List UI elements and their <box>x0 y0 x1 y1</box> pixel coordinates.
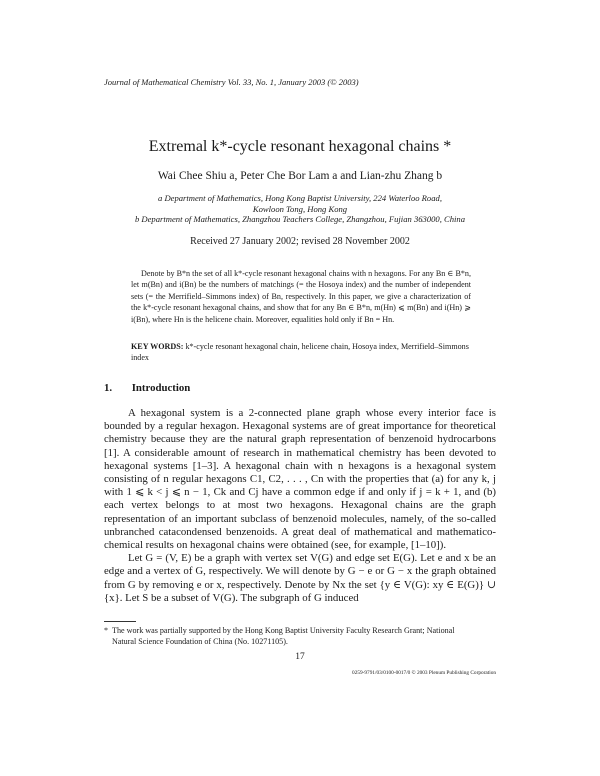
keywords-label: KEY WORDS: <box>131 342 184 351</box>
footnote-rule <box>104 621 136 622</box>
author-list: Wai Chee Shiu a, Peter Che Bor Lam a and Lian-zhu Zhang b <box>157 170 443 182</box>
abstract <box>131 268 471 325</box>
copyright-line: 0259-9791/03/0100-0017/0 © 2003 Plenum Publishing Corporation <box>352 670 496 676</box>
affiliation-a-line1: a Department of Mathematics, Hong Kong Baptist University, 224 Waterloo Road, <box>158 193 442 203</box>
paragraph-1: A hexagonal system is a 2-connected plane graph whose every interior face is bounded by a regular hexagon. Hexagonal systems are of great importance for theoretical chemistry because they are the natural graph representation of benzenoid hydrocarbons [1]. A considerable amount of research in mathematical chemistry has been devoted to hexagonal systems [1–3]. A hexagonal chain with n hexagons is a hexagonal system consisting of n regular hexagons C1, C2, . . . , Cn with the properties that (a) for any k, j with 1 ⩽ k < j ⩽ n − 1, Ck and Cj have a common edge if and only if j = k + 1, and (b) each vertex belongs to at most two hexagons. Hexagonal chains are the graph representation of an important subclass of benzenoid molecules, namely, of the so-called unbranched catacondensed benzenoids. A great deal of mathematical and mathematico-chemical results on hexagonal chains were obtained (see, for example, [1–10]). <box>104 407 496 552</box>
keywords <box>131 341 471 364</box>
keywords-text: k*-cycle resonant hexagonal chain, helicene chain, Hosoya index, Merrifield–Simmons index <box>131 342 469 363</box>
journal-header: Journal of Mathematical Chemistry Vol. 33, No. 1, January 2003 (© 2003) <box>104 77 359 87</box>
section-number: 1. <box>104 382 113 394</box>
section-title: Introduction <box>131 382 191 394</box>
page-number: 17 <box>295 652 305 662</box>
footnote-line2: Natural Science Foundation of China (No. 10271105). <box>112 636 288 646</box>
paper-title: Extremal k*-cycle resonant hexagonal chains * <box>148 138 452 155</box>
abstract-text: Denote by B*n the set of all k*-cycle resonant hexagonal chains with n hexagons. For any Bn ∈ B*n, let m(Bn) and i(Bn) be the numbers of matchings (= the Hosoya index) and the number of independent sets (= the Merrifield–Simmons index) of Bn, respectively. In this paper, we give a characterization of the k*-cycle resonant hexagonal chains, and show that for any Bn ∈ B*n, m(Hn) ⩽ m(Bn) and i(Hn) ⩾ i(Bn), where Hn is the helicene chain. Moreover, equalities hold only if Bn = Hn. <box>131 269 471 324</box>
body-text <box>104 407 496 605</box>
paragraph-2: Let G = (V, E) be a graph with vertex set V(G) and edge set E(G). Let e and x be an edge and a vertex of G, respectively. We will denote by G − e or G − x the graph obtained from G by removing e or x, respectively. Denote by Nx the set {y ∈ V(G): xy ∈ E(G)} ∪ {x}. Let S be a subset of V(G). The subgraph of G induced <box>104 552 496 604</box>
footnote-mark: * <box>104 626 109 635</box>
received-dates: Received 27 January 2002; revised 28 November 2002 <box>190 236 410 247</box>
section-heading <box>104 382 190 394</box>
affiliation-b-line1: b Department of Mathematics, Zhangzhou Teachers College, Zhangzhou, Fujian 363000, China <box>134 214 466 224</box>
affiliation-a-line2: Kowloon Tong, Hong Kong <box>252 204 348 214</box>
footnote <box>104 626 496 647</box>
footnote-line1: The work was partially supported by the Hong Kong Baptist University Faculty Research Grant; National <box>112 626 455 635</box>
